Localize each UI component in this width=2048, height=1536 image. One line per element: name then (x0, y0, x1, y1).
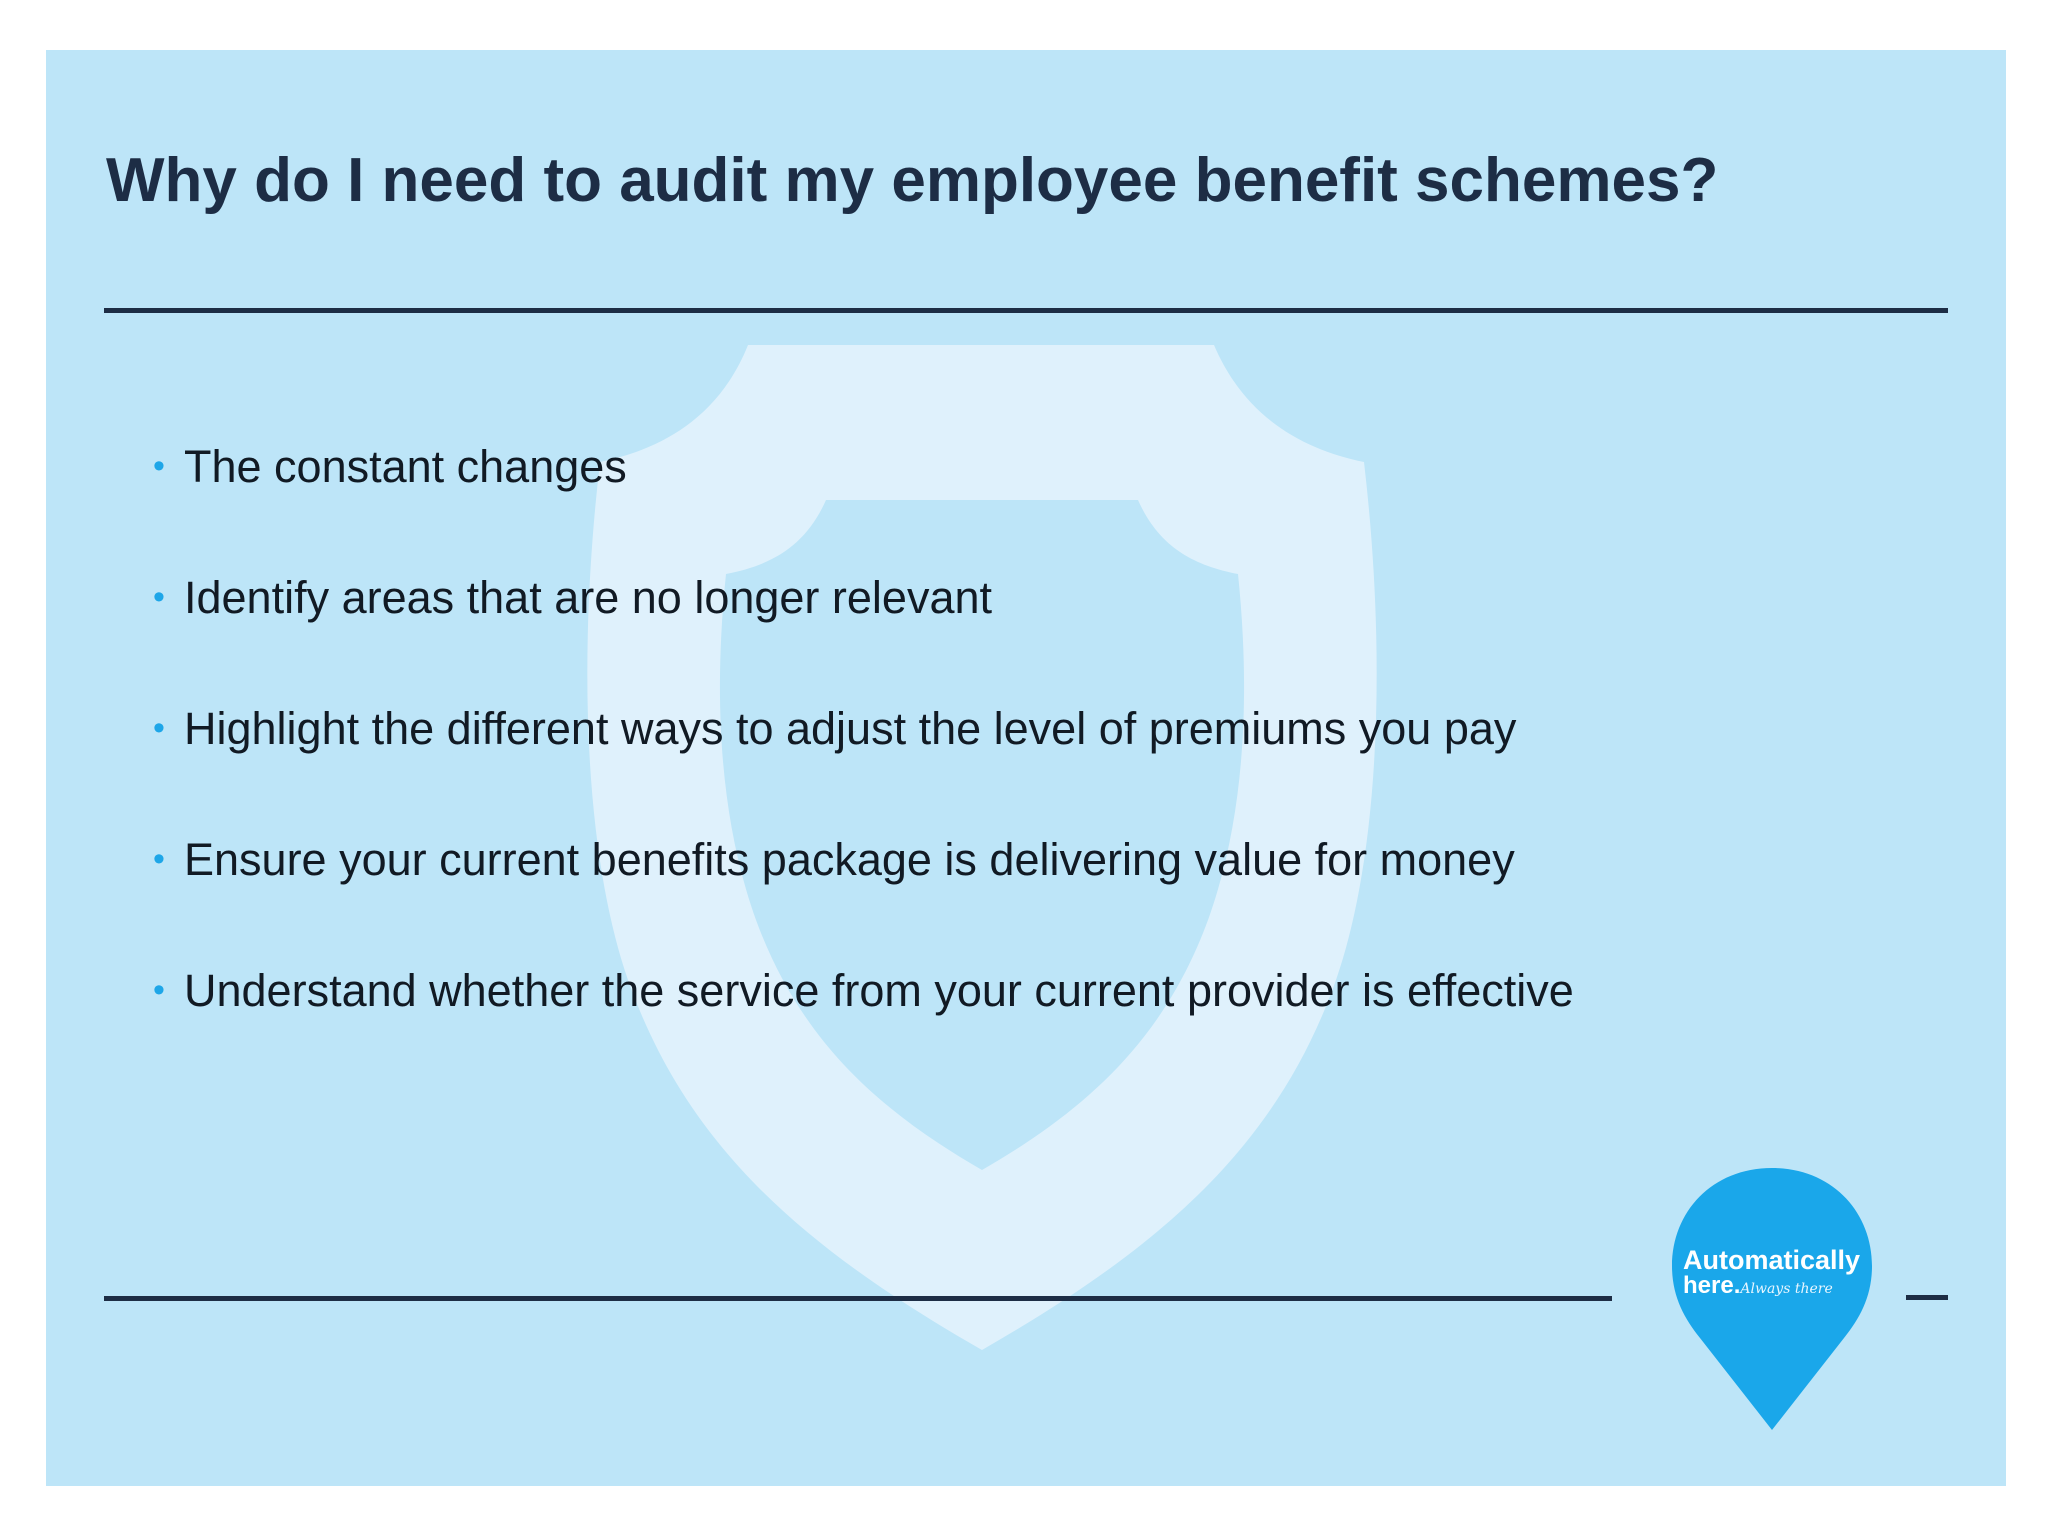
bullet-text: Understand whether the service from your current provider is effective (184, 965, 1574, 1016)
bullet-icon: • (153, 578, 165, 616)
slide (46, 50, 2006, 1486)
bullet-icon: • (153, 971, 165, 1009)
logo-text-line1: Automatically (1683, 1245, 1861, 1275)
list-item (106, 966, 1574, 1097)
footer-divider (104, 1296, 1612, 1301)
title-divider (104, 308, 1948, 313)
bullet-icon: • (153, 840, 165, 878)
bullet-list (106, 442, 1574, 1097)
bullet-icon: • (153, 709, 165, 747)
list-item (106, 442, 1574, 573)
list-item (106, 835, 1574, 966)
bullet-text: Identify areas that are no longer relevant (184, 572, 993, 623)
slide-title: Why do I need to audit my employee benefit schemes? (106, 146, 1719, 215)
bullet-text: Ensure your current benefits package is delivering value for money (184, 834, 1515, 885)
bullet-text: The constant changes (184, 441, 627, 492)
logo-tagline: Always there (1740, 1281, 1833, 1297)
list-item (106, 573, 1574, 704)
bullet-text: Highlight the different ways to adjust the level of premiums you pay (184, 703, 1517, 754)
bullet-icon: • (153, 447, 165, 485)
logo-pin-icon (1660, 1166, 1884, 1434)
footer-divider-end (1906, 1295, 1948, 1300)
list-item (106, 704, 1574, 835)
logo-text-line2 (1683, 1272, 1833, 1300)
logo-word-here: here. (1683, 1272, 1741, 1299)
